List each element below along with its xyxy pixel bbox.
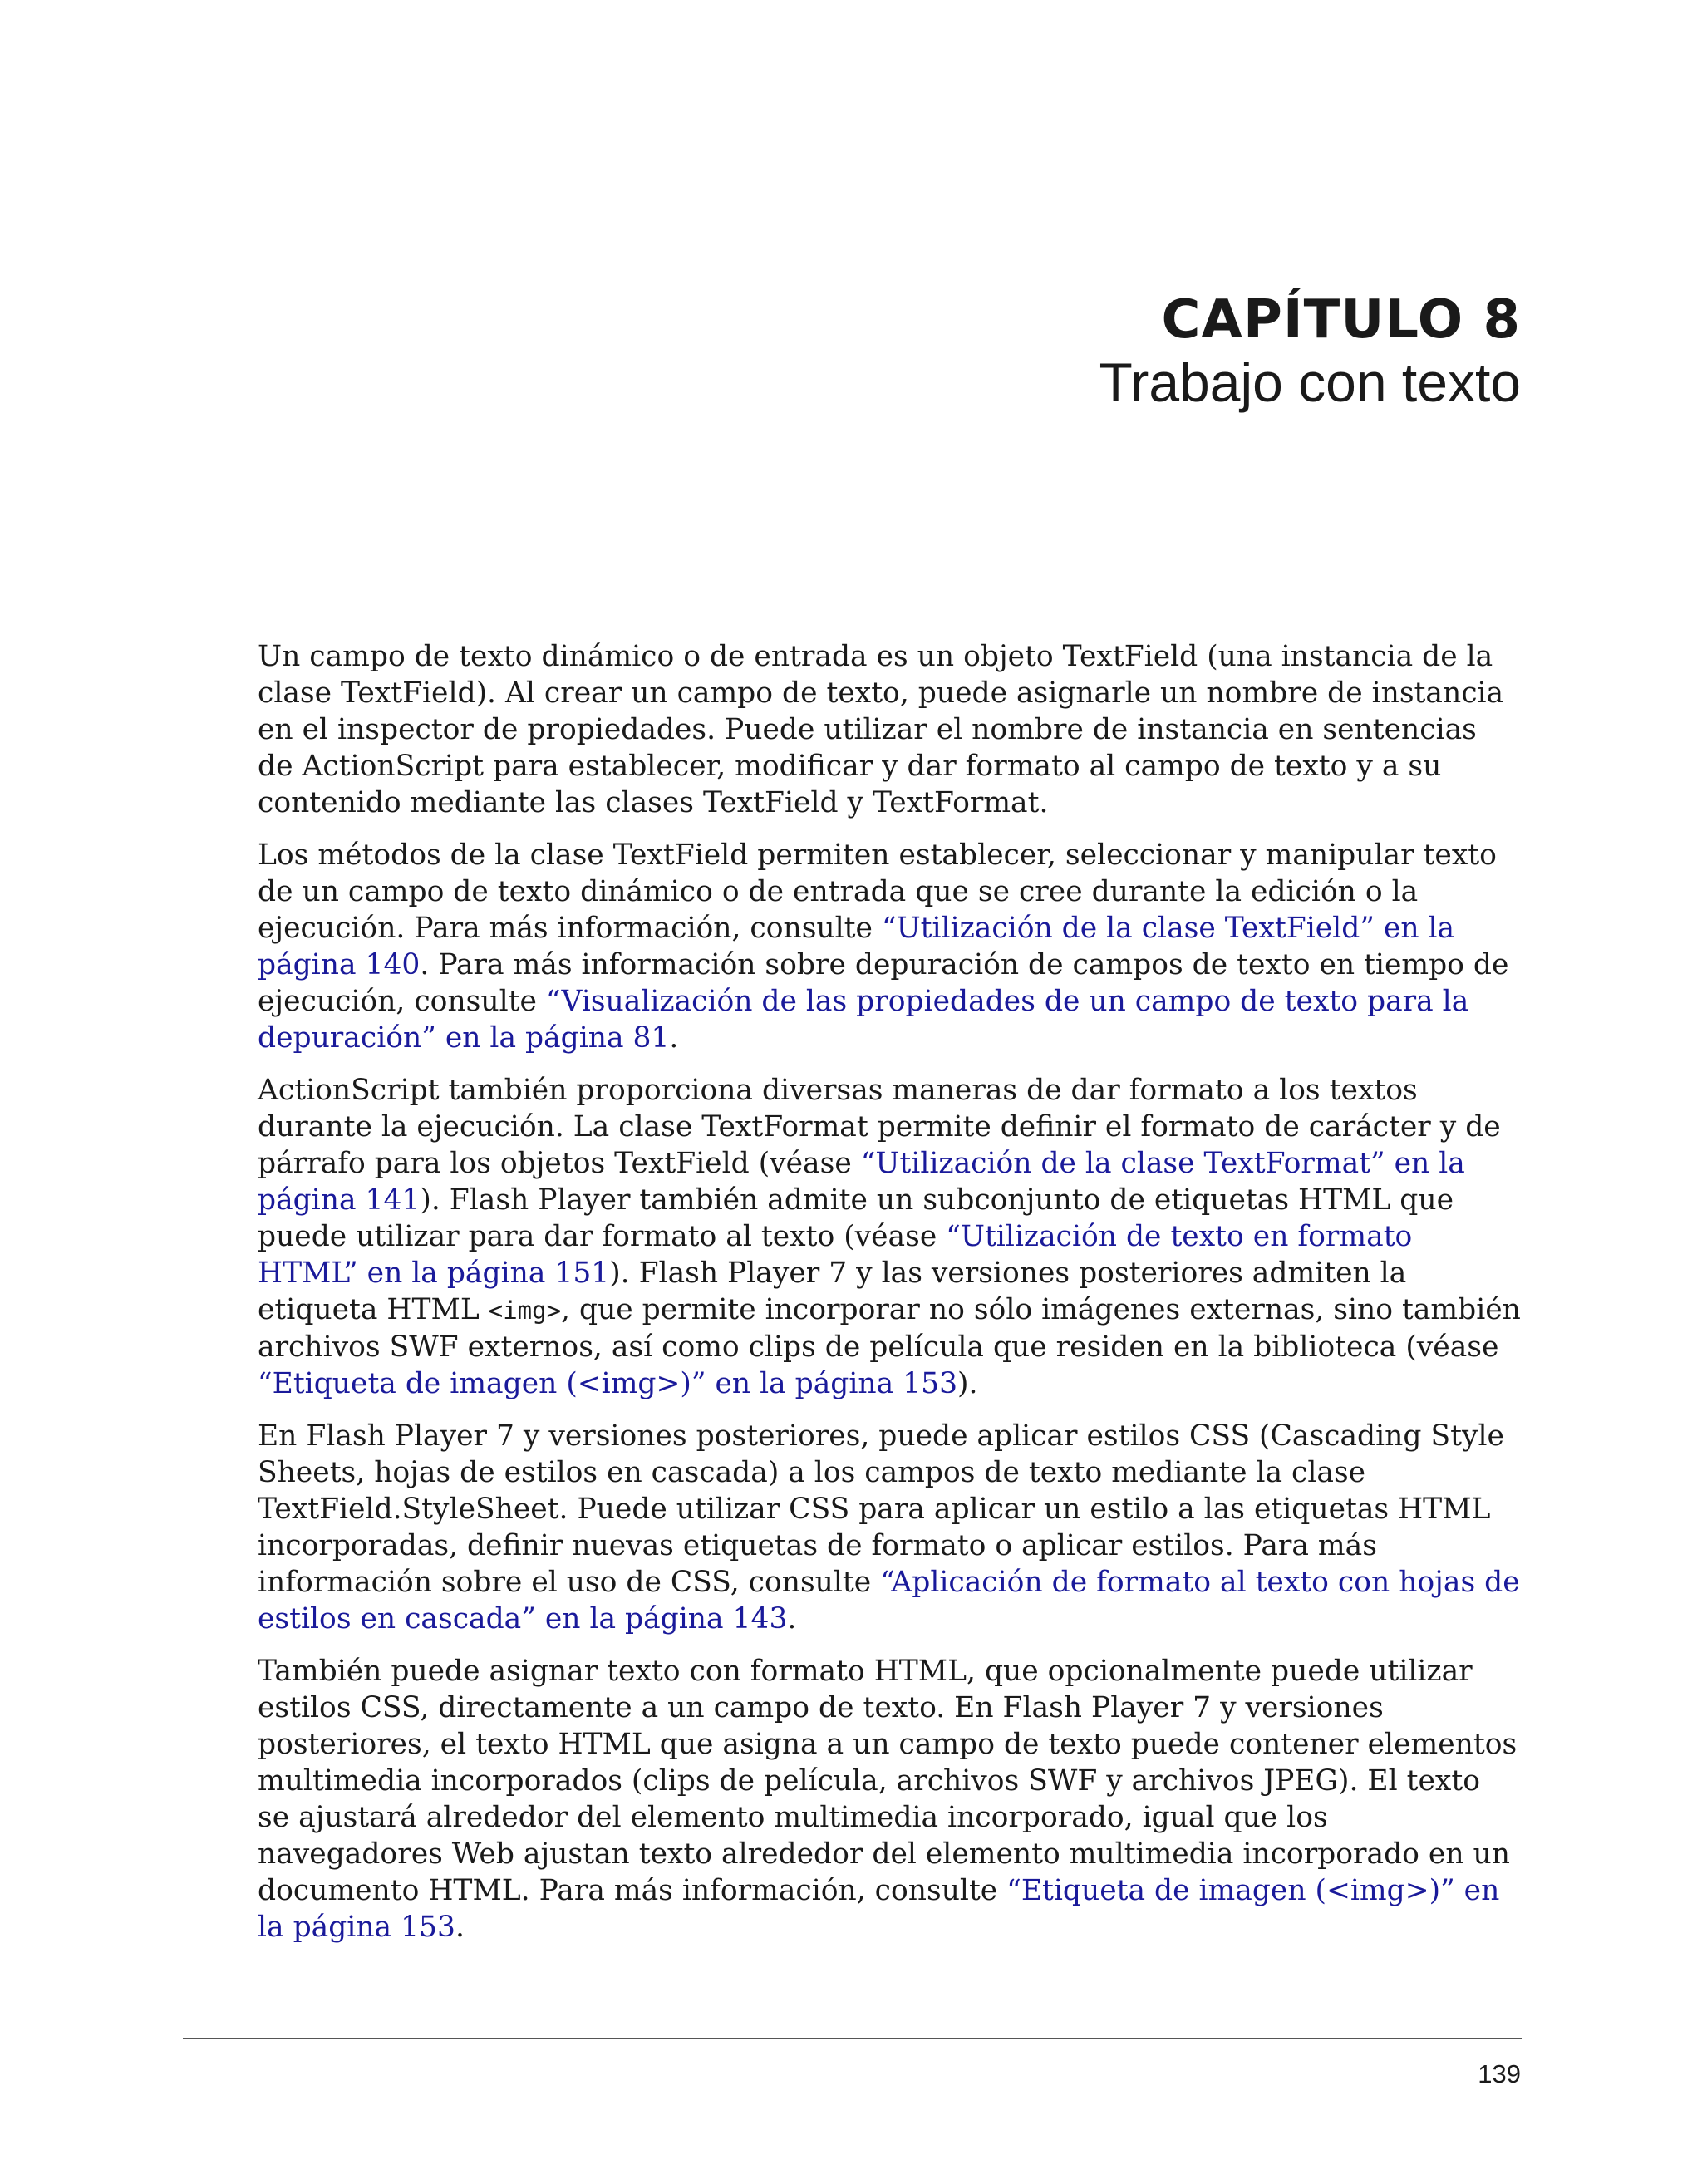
paragraph-text: También puede asignar texto con formato HTML, que opcionalmente puede utilizar estilos CSS, directamente a un campo de texto. En Flash Player 7 y versiones posteriores, el texto HTML que asigna a un campo de texto puede contener elementos multimedia incorporados (clips de película, archivos SWF y archivos JPEG). El texto se ajustará alrededor del elemento multimedia incorporado, igual que los navegadores Web ajustan texto alrededor del elemento multimedia incorporado en un documento HTML. Para más información, consulte: [258, 1655, 1518, 1907]
xref-link-image-tag-2[interactable]: “Etiqueta de imagen (<img>)” en la página 153: [258, 1874, 1500, 1944]
xref-link-css-formatting[interactable]: “Aplicación de formato al texto con hojas de estilos en cascada” en la página 143: [258, 1566, 1520, 1636]
paragraph-text: .: [787, 1602, 797, 1636]
paragraph-formatting: [258, 1072, 1521, 1402]
paragraph-text: Un campo de texto dinámico o de entrada es un objeto TextField (una instancia de la clase TextField). Al crear un campo de texto, puede asignarle un nombre de instancia en el inspector de propiedades. Puede utilizar el nombre de instancia en sentencias de ActionScript para establecer, modificar y dar formato al campo de texto y a su contenido mediante las clases TextField y TextFormat.: [258, 640, 1504, 819]
paragraph-textfield-methods: [258, 837, 1521, 1056]
paragraph-text: .: [669, 1021, 679, 1055]
chapter-title: Trabajo con texto: [1099, 352, 1521, 414]
paragraph-css: [258, 1418, 1521, 1637]
paragraph-text: Los métodos de la clase TextField permiten establecer, seleccionar y manipular texto de un campo de texto dinámico o de entrada que se cree durante la edición o la ejecución. Para más información, consulte: [258, 839, 1497, 945]
paragraph-html-media: [258, 1653, 1521, 1945]
paragraph-text: . Para más información sobre depuración de campos de texto en tiempo de ejecución, consulte: [258, 948, 1509, 1018]
paragraph-text: ). Flash Player 7 y las versiones posteriores admiten la etiqueta HTML: [258, 1257, 1407, 1326]
paragraph-intro: [258, 638, 1521, 821]
paragraph-text: , que permite incorporar no sólo imágenes externas, sino también archivos SWF externos, así como clips de película que residen en la biblioteca (véase: [258, 1293, 1521, 1364]
chapter-label: CAPÍTULO 8: [1161, 289, 1521, 351]
inline-code-img-tag: <img>: [488, 1296, 562, 1325]
paragraph-text: ActionScript también proporciona diversas maneras de dar formato a los textos durante la ejecución. La clase TextFormat permite definir el formato de carácter y de párrafo para los objetos TextField (véase: [258, 1074, 1501, 1180]
page-number: 139: [1478, 2059, 1521, 2088]
xref-link-debug-properties[interactable]: “Visualización de las propiedades de un campo de texto para la depuración” en la página 81: [258, 985, 1469, 1055]
paragraph-text: ).: [957, 1367, 978, 1400]
xref-link-textformat-class[interactable]: “Utilización de la clase TextFormat” en la página 141: [258, 1147, 1465, 1217]
xref-link-html-text[interactable]: “Utilización de texto en formato HTML” en la página 151: [258, 1220, 1413, 1290]
footer-divider: [183, 2038, 1522, 2039]
paragraph-text: En Flash Player 7 y versiones posteriores, puede aplicar estilos CSS (Cascading Style Sheets, hojas de estilos en cascada) a los campos de texto mediante la clase TextField.StyleSheet. Puede utilizar CSS para aplicar un estilo a las etiquetas HTML incorporadas, definir nuevas etiquetas de formato o aplicar estilos. Para más información sobre el uso de CSS, consulte: [258, 1419, 1504, 1599]
paragraph-text: ). Flash Player también admite un subconjunto de etiquetas HTML que puede utilizar para dar formato al texto (véase: [258, 1183, 1454, 1253]
chapter-body: [258, 638, 1521, 1961]
xref-link-image-tag[interactable]: “Etiqueta de imagen (<img>)” en la página 153: [258, 1367, 958, 1400]
paragraph-text: .: [455, 1911, 465, 1944]
xref-link-textfield-class[interactable]: “Utilización de la clase TextField” en la página 140: [258, 912, 1455, 981]
chapter-heading: [1099, 291, 1521, 413]
